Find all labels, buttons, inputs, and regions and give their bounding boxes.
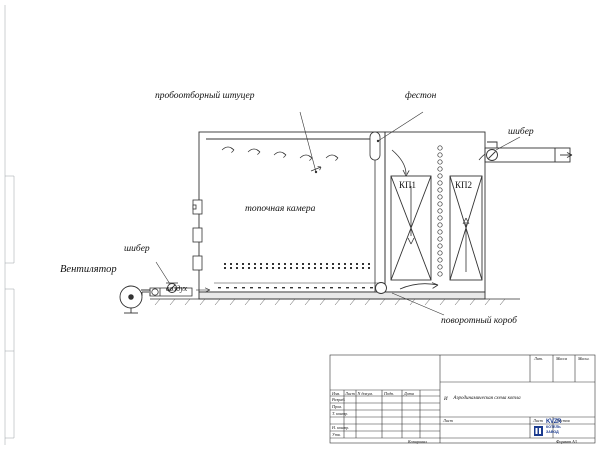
tb-col-ndokum: N докум. — [357, 390, 373, 396]
tb-drawing-title: Аэродинамическая схема котла — [453, 396, 521, 401]
label-fan: Вентилятор — [60, 264, 117, 275]
label-kp2: КП2 — [455, 180, 473, 190]
label-damper-left: шибер — [124, 244, 150, 254]
company-name-line2: ЗАВОД — [546, 430, 559, 434]
tb-sheet-label: Лист — [533, 417, 543, 423]
tb-sheets-label: Листов — [556, 417, 570, 423]
company-mark-text: KVZR — [546, 419, 562, 425]
tb-row-prov: Пров. — [332, 404, 343, 409]
label-air: воздух — [166, 284, 188, 293]
tb-col-podp: Подп. — [384, 390, 395, 396]
label-furnace-chamber: топочная камера — [245, 204, 316, 214]
label-rotary-duct: поворотный короб — [441, 316, 517, 326]
tb-mass-label: Масса — [556, 356, 568, 361]
tb-row-razrab: Разраб. — [332, 397, 346, 402]
tb-row-nkontr: Н. контр. — [332, 425, 350, 430]
tb-format: Формат A3 — [556, 439, 577, 444]
tb-col-list: Лист — [345, 390, 355, 396]
company-logo-mark — [534, 426, 543, 436]
tb-col-data: Дата — [404, 390, 414, 396]
tb-scale-label: Масш. — [578, 356, 590, 361]
company-name-line1: КОТЕЛЬ — [546, 425, 561, 429]
label-damper-right: шибер — [508, 127, 534, 137]
tb-row-utv: Утв. — [332, 431, 341, 437]
tb-stage-label: Лит. — [534, 356, 544, 361]
label-festoon: фестон — [405, 91, 437, 101]
tb-stage-value: И — [444, 397, 448, 402]
tb-col-izm: Изм. — [332, 390, 341, 396]
tb-copied: Копировал — [408, 439, 427, 444]
label-kp1: КП1 — [399, 180, 417, 190]
tb-row-tkontr: Т. контр. — [332, 411, 349, 416]
label-sampling-nozzle: пробоотборный штуцер — [155, 91, 255, 101]
tb-list-label: Лист — [443, 417, 453, 423]
